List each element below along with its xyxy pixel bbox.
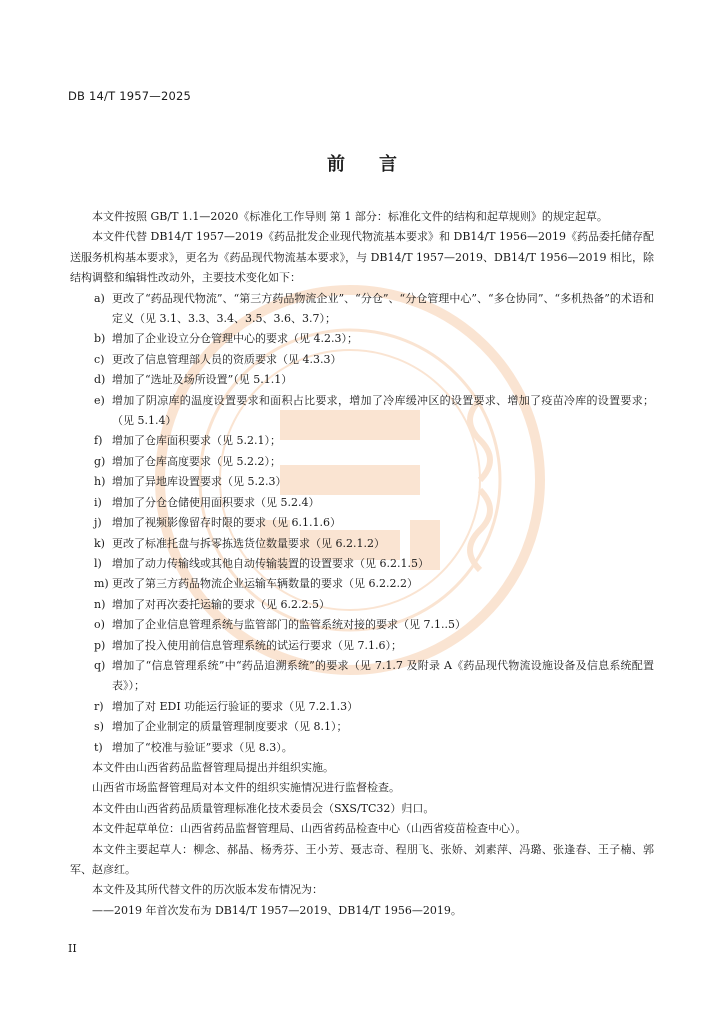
foreword-body	[70, 207, 654, 921]
paragraph: 本文件代替 DB14/T 1957—2019《药品批发企业现代物流基本要求》和 DB14/T 1956—2019《药品委托储存配送服务机构基本要求》，更名为《药品现代物流基本要求》，与 DB14/T 1957—2019、DB14/T 1956—2019 相比，除结构调整和编辑性改动外，主要技术变化如下：	[70, 230, 654, 285]
list-item-label: l)	[94, 556, 102, 570]
list-item-label: a)	[94, 291, 105, 305]
list-item-text: 增加了“信息管理系统”中“药品追溯系统”的要求（见 7.1.7 及附录 A《药品现代物流设施设备及信息系统配置表》）；	[112, 658, 654, 693]
list-item	[70, 636, 654, 656]
list-item-label: b)	[94, 332, 106, 346]
list-item-label: c)	[94, 352, 105, 366]
list-item-text: 更改了标准托盘与拆零拣选货位数量要求（见 6.2.1.2）	[112, 536, 385, 550]
list-item	[70, 574, 654, 594]
list-item	[70, 513, 654, 533]
list-item	[70, 289, 654, 330]
list-item-label: j)	[94, 516, 102, 530]
list-item-label: m)	[94, 577, 109, 591]
list-item	[70, 738, 654, 758]
paragraph: 本文件由山西省药品监督管理局提出并组织实施。	[92, 760, 334, 774]
paragraph: ——2019 年首次发布为 DB14/T 1957—2019、DB14/T 1956—2019。	[92, 903, 462, 917]
list-item-label: d)	[94, 373, 106, 387]
list-item	[70, 370, 654, 390]
list-item-label: n)	[94, 597, 106, 611]
list-item-text: 增加了企业设立分仓管理中心的要求（见 4.2.3）；	[112, 332, 358, 346]
list-item-text: 增加了“校准与验证”要求（见 8.3）。	[112, 740, 293, 754]
paragraph: 本文件主要起草人：柳念、郝晶、杨秀芬、王小芳、聂志奇、程朋飞、张娇、刘素萍、冯璐、张逢春、王子楠、郭军、赵彦红。	[70, 842, 654, 876]
list-item-label: s)	[94, 720, 104, 734]
list-item-text: 增加了对 EDI 功能运行验证的要求（见 7.2.1.3）	[112, 699, 359, 713]
list-item-text: 增加了阴凉库的温度设置要求和面积占比要求，增加了冷库缓冲区的设置要求、增加了疫苗冷库的设置要求；（见 5.1.4）	[112, 393, 654, 428]
list-item-text: 增加了仓库高度要求（见 5.2.2）；	[112, 454, 281, 468]
list-item	[70, 431, 654, 451]
paragraph: 山西省市场监督管理局对本文件的组织实施情况进行监督检查。	[92, 781, 400, 795]
list-item-label: o)	[94, 618, 105, 632]
list-item	[70, 697, 654, 717]
list-item-label: q)	[94, 658, 106, 672]
list-item	[70, 717, 654, 737]
list-item-text: 增加了投入使用前信息管理系统的试运行要求（见 7.1.6）；	[112, 638, 402, 652]
list-item	[70, 472, 654, 492]
list-item-text: 增加了视频影像留存时限的要求（见 6.1.1.6）	[112, 516, 341, 530]
page-number: II	[68, 942, 77, 955]
list-item-text: 增加了分仓仓储使用面积要求（见 5.2.4）	[112, 495, 320, 509]
list-item	[70, 493, 654, 513]
list-item	[70, 534, 654, 554]
list-item	[70, 329, 654, 349]
paragraph: 本文件及其所代替文件的历次版本发布情况为：	[92, 883, 323, 897]
list-item-text: 增加了仓库面积要求（见 5.2.1）；	[112, 434, 281, 448]
list-item-text: 更改了信息管理部人员的资质要求（见 4.3.3）	[112, 352, 342, 366]
list-item-text: 更改了第三方药品物流企业运输车辆数量的要求（见 6.2.2.2）	[112, 577, 418, 591]
list-item	[70, 615, 654, 635]
list-item	[70, 656, 654, 697]
list-item-label: g)	[94, 454, 106, 468]
page-title: 前言	[327, 154, 431, 175]
changes-list	[70, 289, 654, 758]
list-item	[70, 452, 654, 472]
paragraph: 本文件由山西省药品质量管理标准化技术委员会（SXS/TC32）归口。	[92, 801, 435, 815]
list-item-text: 增加了动力传输线或其他自动传输装置的设置要求（见 6.2.1.5）	[112, 556, 429, 570]
list-item-text: 增加了异地库设置要求（见 5.2.3）	[112, 475, 287, 489]
list-item-label: r)	[94, 699, 104, 713]
document-code: DB 14/T 1957—2025	[68, 89, 192, 103]
list-item-label: p)	[94, 638, 106, 652]
list-item-label: e)	[94, 393, 105, 407]
list-item-text: 增加了“选址及场所设置”（见 5.1.1）	[112, 373, 293, 387]
list-item-text: 增加了对再次委托运输的要求（见 6.2.2.5）	[112, 597, 330, 611]
list-item-text: 更改了“药品现代物流”、“第三方药品物流企业”、“分仓”、“分仓管理中心”、“多仓协同”、“多机热备”的术语和定义（见 3.1、3.3、3.4、3.5、3.6、3.7）；	[112, 291, 654, 326]
list-item-label: f)	[94, 434, 103, 448]
list-item-label: i)	[94, 495, 102, 509]
list-item	[70, 554, 654, 574]
list-item	[70, 391, 654, 432]
list-item-label: k)	[94, 536, 105, 550]
list-item	[70, 595, 654, 615]
list-item-label: t)	[94, 740, 103, 754]
paragraph: 本文件起草单位：山西省药品监督管理局、山西省药品检查中心（山西省疫苗检查中心）。	[92, 822, 527, 836]
list-item	[70, 350, 654, 370]
paragraph: 本文件按照 GB/T 1.1—2020《标准化工作导则 第 1 部分：标准化文件的结构和起草规则》的规定起草。	[92, 210, 608, 223]
list-item-text: 增加了企业信息管理系统与监管部门的监管系统对接的要求（见 7.1..5）	[112, 618, 466, 632]
list-item-label: h)	[94, 475, 106, 489]
list-item-text: 增加了企业制定的质量管理制度要求（见 8.1）；	[112, 720, 348, 734]
